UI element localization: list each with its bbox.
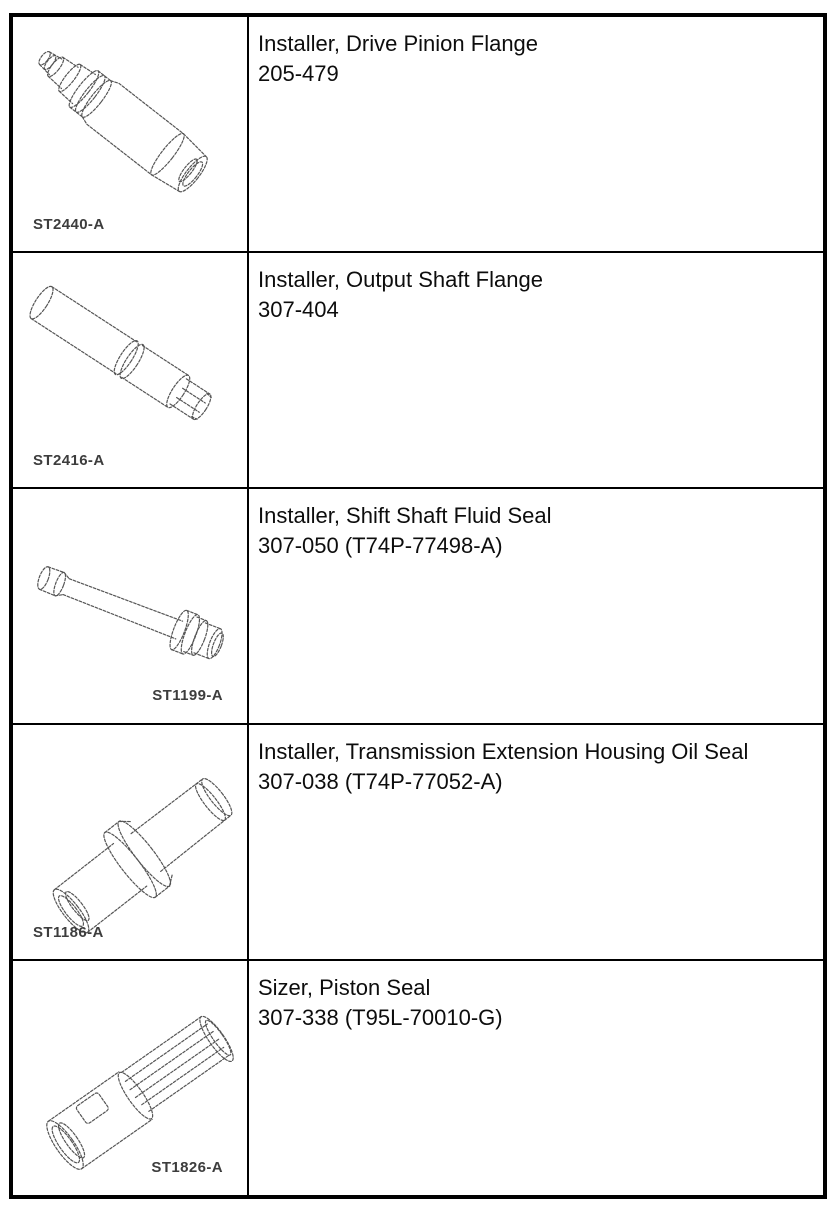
piston-seal-sizer-drawing — [13, 961, 247, 1191]
tool-name: Installer, Output Shaft Flange — [258, 267, 543, 292]
tool-image-cell — [13, 725, 249, 959]
extension-housing-oil-seal-installer-drawing — [13, 725, 247, 957]
tool-name: Sizer, Piston Seal — [258, 975, 431, 1000]
tool-name: Installer, Transmission Extension Housing Oil Seal — [258, 739, 749, 764]
output-shaft-flange-installer-drawing — [13, 253, 247, 483]
drive-pinion-flange-installer-drawing — [13, 17, 247, 247]
tool-name: Installer, Drive Pinion Flange — [258, 31, 539, 56]
tool-image-cell — [13, 17, 249, 251]
shift-shaft-fluid-seal-installer-drawing — [13, 489, 247, 719]
tool-image-label: ST1186-A — [33, 924, 104, 941]
tool-description-cell — [249, 17, 823, 251]
tool-part-number: 307-404 — [258, 297, 339, 322]
table-row — [13, 725, 823, 961]
tool-description-cell — [249, 489, 823, 723]
tool-part-number: 307-050 (T74P-77498-A) — [258, 533, 503, 558]
tool-name: Installer, Shift Shaft Fluid Seal — [258, 503, 552, 528]
tool-part-number: 205-479 — [258, 61, 339, 86]
tool-image-cell — [13, 489, 249, 723]
table-row — [13, 489, 823, 725]
tool-image-cell — [13, 961, 249, 1195]
tool-image-label: ST2440-A — [33, 216, 105, 233]
tool-image-label: ST2416-A — [33, 452, 105, 469]
tool-image-label: ST1199-A — [152, 687, 223, 704]
tool-description-cell — [249, 253, 823, 487]
tool-description-cell — [249, 725, 823, 959]
tool-description-cell — [249, 961, 823, 1195]
table-row — [13, 17, 823, 253]
tool-part-number: 307-338 (T95L-70010-G) — [258, 1005, 503, 1030]
tool-image-cell — [13, 253, 249, 487]
table-row — [13, 961, 823, 1195]
tool-part-number: 307-038 (T74P-77052-A) — [258, 769, 503, 794]
table-row — [13, 253, 823, 489]
tool-image-label: ST1826-A — [151, 1159, 223, 1176]
special-tools-table — [9, 13, 827, 1199]
